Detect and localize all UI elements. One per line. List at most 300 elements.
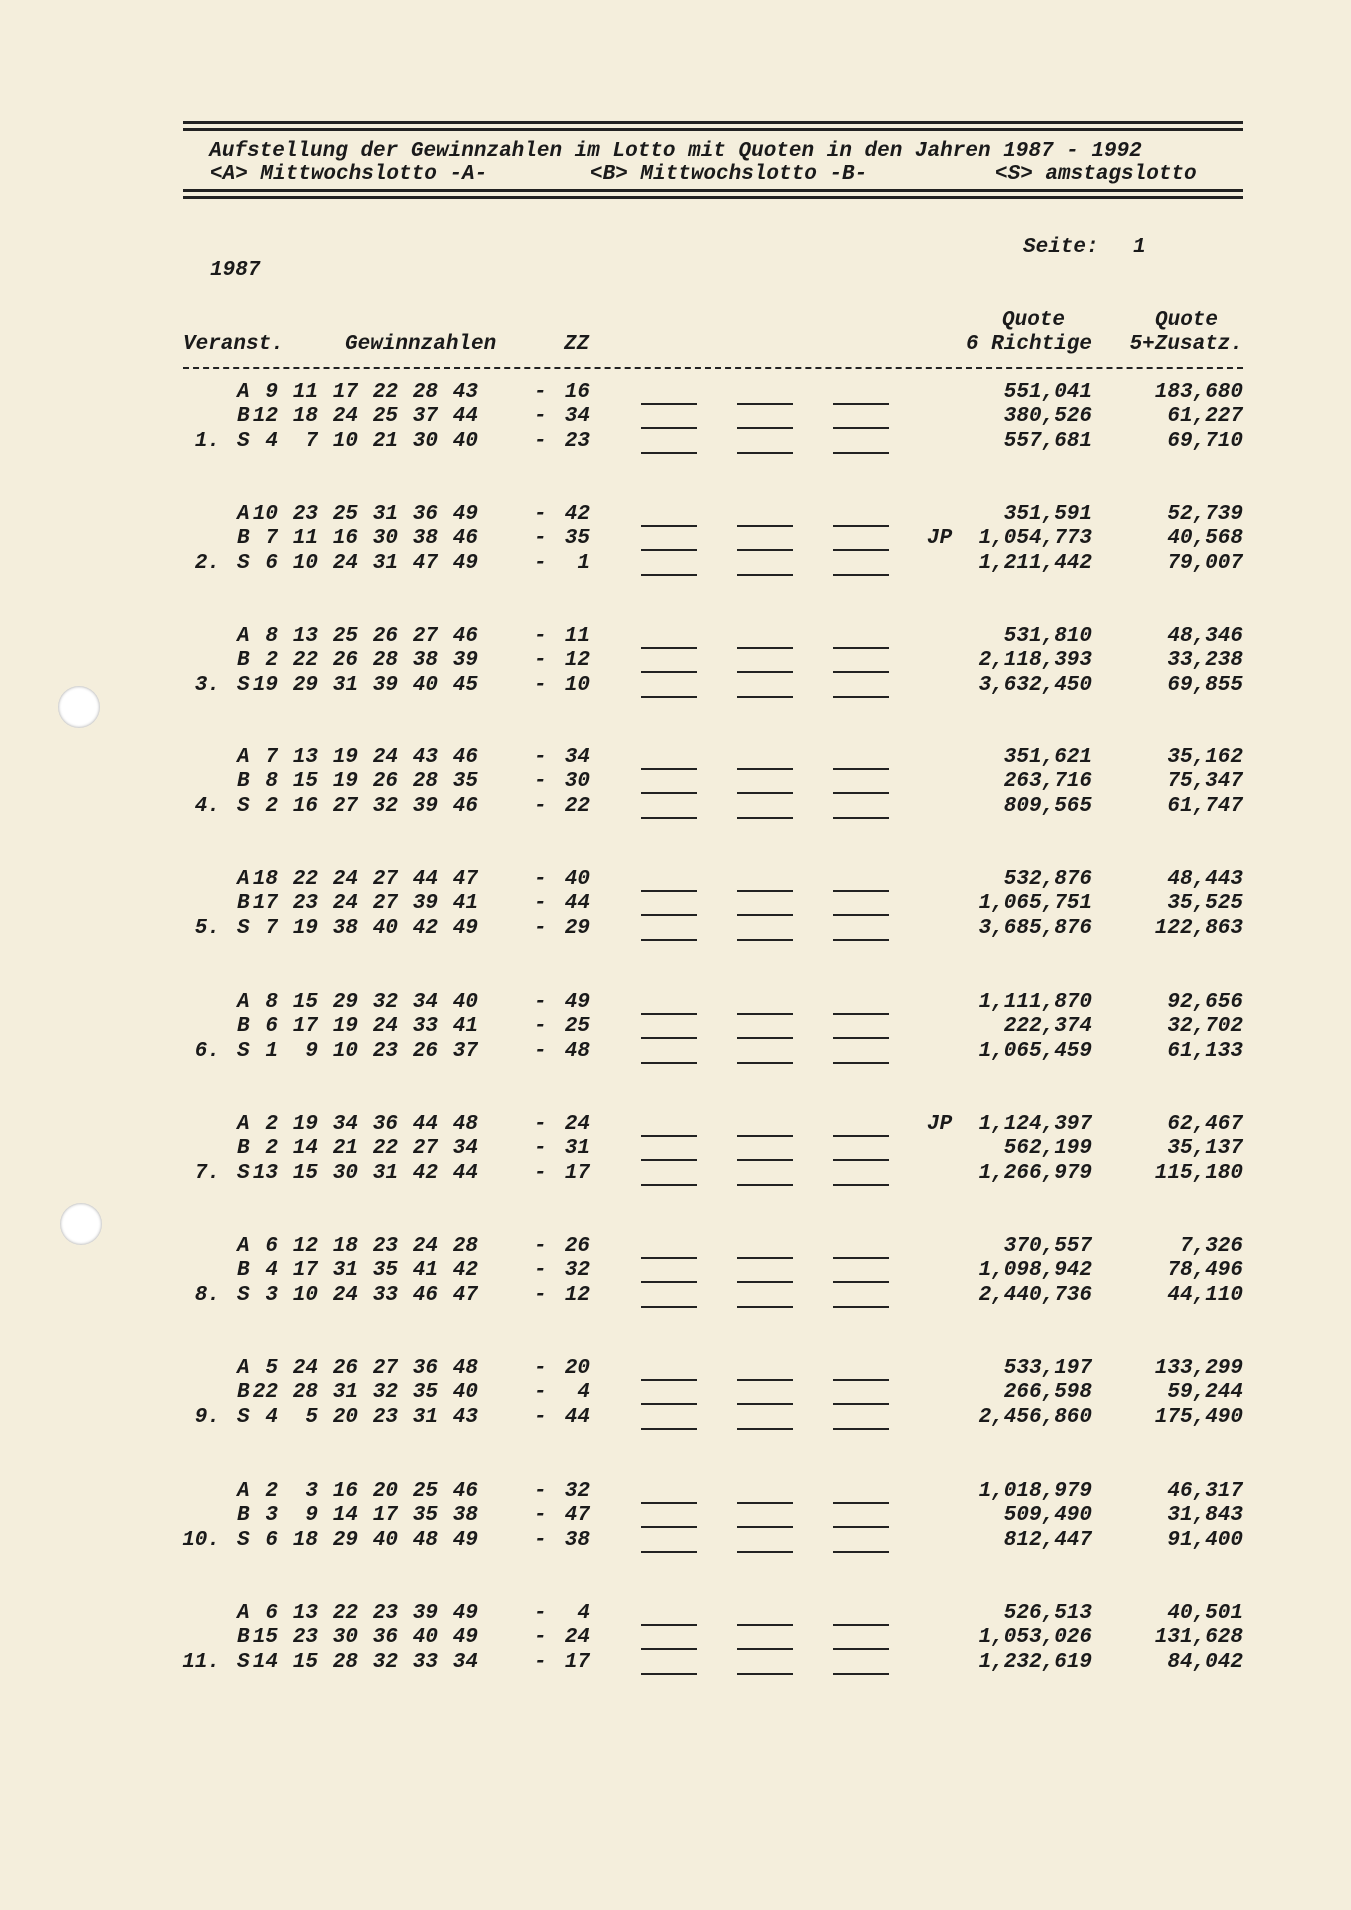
winning-number: 48 bbox=[412, 1528, 438, 1552]
winning-number: 13 bbox=[292, 625, 318, 648]
quote-6-richtige: 1,211,442 bbox=[978, 551, 1092, 575]
draw-type: A bbox=[237, 503, 250, 526]
winning-number: 30 bbox=[332, 1626, 358, 1650]
winning-number: 12 bbox=[252, 405, 278, 429]
entry-line bbox=[641, 768, 697, 770]
entry-line bbox=[737, 1257, 793, 1259]
entry-line bbox=[641, 914, 697, 916]
draw-type: S bbox=[237, 429, 250, 453]
winning-number: 17 bbox=[372, 1504, 398, 1528]
winning-number: 26 bbox=[372, 770, 398, 794]
winning-number: 32 bbox=[372, 991, 398, 1014]
winning-number: 8 bbox=[265, 770, 278, 794]
entry-line bbox=[641, 1648, 697, 1650]
quote-5-zusatz: 61,747 bbox=[1167, 794, 1243, 818]
winning-number: 3 bbox=[305, 1480, 318, 1503]
entry-line bbox=[641, 403, 697, 405]
entry-line bbox=[737, 1648, 793, 1650]
entry-line bbox=[833, 890, 889, 892]
zz-dash: - bbox=[534, 1235, 547, 1258]
entry-line bbox=[641, 1624, 697, 1626]
winning-number: 38 bbox=[452, 1504, 478, 1528]
winning-number: 28 bbox=[412, 770, 438, 794]
zz-dash: - bbox=[534, 1504, 547, 1528]
zz-dash: - bbox=[534, 794, 547, 818]
entry-line bbox=[641, 549, 697, 551]
quote-5-zusatz: 44,110 bbox=[1167, 1283, 1243, 1307]
entry-line bbox=[737, 939, 793, 941]
winning-number: 43 bbox=[412, 746, 438, 769]
zusatzzahl: 32 bbox=[564, 1259, 590, 1283]
draw-type: B bbox=[237, 527, 250, 551]
winning-number: 17 bbox=[292, 1015, 318, 1039]
entry-line bbox=[737, 1135, 793, 1137]
draw-type: S bbox=[237, 1405, 250, 1429]
winning-number: 46 bbox=[452, 746, 478, 769]
zusatzzahl: 44 bbox=[564, 892, 590, 916]
quote-6-richtige: 1,054,773 bbox=[978, 527, 1092, 551]
winning-number: 40 bbox=[412, 1626, 438, 1650]
draw-type: A bbox=[237, 1602, 250, 1625]
winning-number: 26 bbox=[332, 1357, 358, 1380]
winning-number: 4 bbox=[265, 1405, 278, 1429]
entry-line bbox=[833, 549, 889, 551]
entry-line bbox=[737, 549, 793, 551]
winning-number: 49 bbox=[452, 503, 478, 526]
winning-number: 6 bbox=[265, 1015, 278, 1039]
quote-5-zusatz: 61,133 bbox=[1167, 1039, 1243, 1063]
winning-number: 40 bbox=[452, 429, 478, 453]
entry-line bbox=[833, 1159, 889, 1161]
winning-number: 1 bbox=[265, 1039, 278, 1063]
entry-line bbox=[737, 1159, 793, 1161]
winning-number: 7 bbox=[305, 429, 318, 453]
zz-dash: - bbox=[534, 868, 547, 891]
entry-line bbox=[833, 939, 889, 941]
winning-number: 35 bbox=[412, 1504, 438, 1528]
winning-number: 11 bbox=[292, 527, 318, 551]
quote-6-richtige: 266,598 bbox=[1003, 1381, 1092, 1405]
winning-number: 39 bbox=[412, 892, 438, 916]
winning-number: 23 bbox=[372, 1405, 398, 1429]
winning-number: 19 bbox=[332, 1015, 358, 1039]
winning-number: 34 bbox=[452, 1650, 478, 1674]
quote-6-richtige: 557,681 bbox=[1003, 429, 1092, 453]
quote-6-richtige: 1,065,751 bbox=[978, 892, 1092, 916]
winning-number: 8 bbox=[265, 991, 278, 1014]
entry-line bbox=[737, 1306, 793, 1308]
draw-type: A bbox=[237, 868, 250, 891]
winning-number: 22 bbox=[372, 1137, 398, 1161]
zz-dash: - bbox=[534, 381, 547, 404]
zusatzzahl: 49 bbox=[564, 991, 590, 1014]
entry-line bbox=[737, 1403, 793, 1405]
entry-line bbox=[833, 768, 889, 770]
quote-6-richtige: 1,053,026 bbox=[978, 1626, 1092, 1650]
entry-line bbox=[737, 403, 793, 405]
winning-number: 36 bbox=[372, 1113, 398, 1136]
winning-number: 24 bbox=[412, 1235, 438, 1258]
winning-number: 15 bbox=[292, 1650, 318, 1674]
zusatzzahl: 12 bbox=[564, 649, 590, 673]
winning-number: 9 bbox=[305, 1039, 318, 1063]
entry-line bbox=[833, 671, 889, 673]
winning-number: 14 bbox=[332, 1504, 358, 1528]
quote-6-richtige: 2,118,393 bbox=[978, 649, 1092, 673]
winning-number: 5 bbox=[305, 1405, 318, 1429]
winning-number: 40 bbox=[372, 916, 398, 940]
quote-6-richtige: 526,513 bbox=[1003, 1602, 1092, 1625]
winning-number: 21 bbox=[332, 1137, 358, 1161]
winning-number: 21 bbox=[372, 429, 398, 453]
winning-number: 13 bbox=[292, 1602, 318, 1625]
draw-type: S bbox=[237, 1650, 250, 1674]
winning-number: 23 bbox=[292, 892, 318, 916]
entry-line bbox=[833, 1428, 889, 1430]
winning-number: 25 bbox=[332, 503, 358, 526]
winning-number: 39 bbox=[372, 673, 398, 697]
entry-line bbox=[737, 647, 793, 649]
winning-number: 28 bbox=[292, 1381, 318, 1405]
winning-number: 14 bbox=[252, 1650, 278, 1674]
draw-type: A bbox=[237, 746, 250, 769]
zusatzzahl: 48 bbox=[564, 1039, 590, 1063]
entry-line bbox=[833, 574, 889, 576]
zz-dash: - bbox=[534, 1480, 547, 1503]
winning-number: 39 bbox=[412, 794, 438, 818]
winning-number: 10 bbox=[252, 503, 278, 526]
winning-number: 19 bbox=[332, 770, 358, 794]
winning-number: 37 bbox=[412, 405, 438, 429]
winning-number: 36 bbox=[412, 503, 438, 526]
draw-type: S bbox=[237, 1283, 250, 1307]
entry-line bbox=[737, 914, 793, 916]
winning-number: 30 bbox=[412, 429, 438, 453]
quote-5-zusatz: 131,628 bbox=[1154, 1626, 1243, 1650]
winning-number: 4 bbox=[265, 429, 278, 453]
zz-dash: - bbox=[534, 503, 547, 526]
entry-line bbox=[737, 671, 793, 673]
winning-number: 29 bbox=[332, 1528, 358, 1552]
entry-line bbox=[833, 525, 889, 527]
quote-6-richtige: 3,685,876 bbox=[978, 916, 1092, 940]
zusatzzahl: 16 bbox=[564, 381, 590, 404]
quote-6-richtige: 3,632,450 bbox=[978, 673, 1092, 697]
winning-number: 18 bbox=[252, 868, 278, 891]
legend-b: <B> Mittwochslotto -B- bbox=[590, 163, 868, 186]
entry-line bbox=[641, 939, 697, 941]
winning-number: 41 bbox=[452, 892, 478, 916]
zusatzzahl: 40 bbox=[564, 868, 590, 891]
entry-line bbox=[641, 890, 697, 892]
draw-type: B bbox=[237, 1504, 250, 1528]
quote-6-richtige: 1,124,397 bbox=[978, 1113, 1092, 1136]
winning-number: 34 bbox=[412, 991, 438, 1014]
col-quote6-line2: 6 Richtige bbox=[965, 333, 1092, 356]
col-zz: ZZ bbox=[564, 333, 590, 356]
col-veranst: Veranst. bbox=[183, 333, 284, 356]
zz-dash: - bbox=[534, 527, 547, 551]
draw-index: 7. bbox=[194, 1161, 220, 1185]
winning-number: 19 bbox=[332, 746, 358, 769]
winning-number: 24 bbox=[372, 746, 398, 769]
winning-number: 49 bbox=[452, 1602, 478, 1625]
winning-number: 32 bbox=[372, 1650, 398, 1674]
winning-number: 23 bbox=[372, 1602, 398, 1625]
winning-number: 43 bbox=[452, 381, 478, 404]
winning-number: 42 bbox=[412, 916, 438, 940]
winning-number: 6 bbox=[265, 1235, 278, 1258]
draw-type: A bbox=[237, 1480, 250, 1503]
entry-line bbox=[641, 1551, 697, 1553]
col-quote6-line1: Quote bbox=[1001, 309, 1065, 332]
entry-line bbox=[833, 914, 889, 916]
quote-6-richtige: 812,447 bbox=[1003, 1528, 1092, 1552]
zz-dash: - bbox=[534, 770, 547, 794]
winning-number: 18 bbox=[292, 405, 318, 429]
entry-line bbox=[641, 647, 697, 649]
quote-5-zusatz: 62,467 bbox=[1167, 1113, 1243, 1136]
winning-number: 2 bbox=[265, 1113, 278, 1136]
zusatzzahl: 32 bbox=[564, 1480, 590, 1503]
zz-dash: - bbox=[534, 1357, 547, 1380]
winning-number: 39 bbox=[412, 1602, 438, 1625]
winning-number: 26 bbox=[332, 649, 358, 673]
winning-number: 31 bbox=[372, 1161, 398, 1185]
entry-line bbox=[737, 817, 793, 819]
entry-line bbox=[737, 1428, 793, 1430]
entry-line bbox=[641, 1159, 697, 1161]
winning-number: 22 bbox=[332, 1602, 358, 1625]
quote-6-richtige: 551,041 bbox=[1003, 381, 1092, 404]
quote-6-richtige: 531,810 bbox=[1003, 625, 1092, 648]
winning-number: 31 bbox=[372, 503, 398, 526]
quote-5-zusatz: 91,400 bbox=[1167, 1528, 1243, 1552]
winning-number: 27 bbox=[412, 625, 438, 648]
quote-6-richtige: 222,374 bbox=[1003, 1015, 1092, 1039]
quote-6-richtige: 2,456,860 bbox=[978, 1405, 1092, 1429]
entry-line bbox=[641, 817, 697, 819]
zz-dash: - bbox=[534, 625, 547, 648]
entry-line bbox=[833, 1037, 889, 1039]
winning-number: 10 bbox=[332, 429, 358, 453]
entry-line bbox=[833, 1551, 889, 1553]
draw-type: B bbox=[237, 649, 250, 673]
winning-number: 30 bbox=[372, 527, 398, 551]
entry-line bbox=[641, 1281, 697, 1283]
winning-number: 26 bbox=[372, 625, 398, 648]
entry-line bbox=[833, 1184, 889, 1186]
header-rule-top bbox=[183, 121, 1243, 131]
draw-type: S bbox=[237, 1039, 250, 1063]
legend-a: <A> Mittwochslotto -A- bbox=[210, 163, 488, 186]
quote-6-richtige: 351,621 bbox=[1003, 746, 1092, 769]
winning-number: 44 bbox=[452, 1161, 478, 1185]
draw-index: 6. bbox=[194, 1039, 220, 1063]
winning-number: 35 bbox=[412, 1381, 438, 1405]
winning-number: 23 bbox=[292, 503, 318, 526]
entry-line bbox=[833, 1281, 889, 1283]
entry-line bbox=[641, 525, 697, 527]
zz-dash: - bbox=[534, 746, 547, 769]
winning-number: 31 bbox=[332, 1259, 358, 1283]
entry-line bbox=[737, 1062, 793, 1064]
winning-number: 32 bbox=[372, 794, 398, 818]
entry-line bbox=[641, 1135, 697, 1137]
draw-index: 2. bbox=[194, 551, 220, 575]
entry-line bbox=[833, 1257, 889, 1259]
winning-number: 38 bbox=[412, 527, 438, 551]
winning-number: 18 bbox=[292, 1528, 318, 1552]
zusatzzahl: 26 bbox=[564, 1235, 590, 1258]
winning-number: 38 bbox=[332, 916, 358, 940]
winning-number: 47 bbox=[452, 1283, 478, 1307]
jackpot-marker: JP bbox=[927, 1113, 953, 1136]
winning-number: 16 bbox=[332, 527, 358, 551]
quote-5-zusatz: 31,843 bbox=[1167, 1504, 1243, 1528]
winning-number: 24 bbox=[332, 1283, 358, 1307]
entry-line bbox=[833, 1062, 889, 1064]
winning-number: 13 bbox=[252, 1161, 278, 1185]
winning-number: 28 bbox=[412, 381, 438, 404]
winning-number: 23 bbox=[372, 1039, 398, 1063]
winning-number: 9 bbox=[305, 1504, 318, 1528]
entry-line bbox=[737, 525, 793, 527]
winning-number: 36 bbox=[372, 1626, 398, 1650]
draw-type: S bbox=[237, 916, 250, 940]
quote-5-zusatz: 183,680 bbox=[1154, 381, 1243, 404]
winning-number: 27 bbox=[372, 868, 398, 891]
winning-number: 9 bbox=[265, 381, 278, 404]
entry-line bbox=[641, 1306, 697, 1308]
quote-5-zusatz: 35,162 bbox=[1167, 746, 1243, 769]
zz-dash: - bbox=[534, 1161, 547, 1185]
entry-line bbox=[737, 1624, 793, 1626]
entry-line bbox=[737, 1551, 793, 1553]
quote-5-zusatz: 78,496 bbox=[1167, 1259, 1243, 1283]
zz-dash: - bbox=[534, 1626, 547, 1650]
winning-number: 16 bbox=[292, 794, 318, 818]
winning-number: 35 bbox=[372, 1259, 398, 1283]
winning-number: 41 bbox=[412, 1259, 438, 1283]
zz-dash: - bbox=[534, 1283, 547, 1307]
winning-number: 47 bbox=[412, 551, 438, 575]
winning-number: 44 bbox=[412, 868, 438, 891]
winning-number: 40 bbox=[372, 1528, 398, 1552]
winning-number: 3 bbox=[265, 1283, 278, 1307]
quote-6-richtige: 351,591 bbox=[1003, 503, 1092, 526]
winning-number: 31 bbox=[332, 1381, 358, 1405]
draw-index: 9. bbox=[194, 1405, 220, 1429]
draw-type: S bbox=[237, 673, 250, 697]
zz-dash: - bbox=[534, 551, 547, 575]
entry-line bbox=[833, 427, 889, 429]
quote-5-zusatz: 48,443 bbox=[1167, 868, 1243, 891]
entry-line bbox=[833, 1379, 889, 1381]
winning-number: 22 bbox=[372, 381, 398, 404]
winning-number: 42 bbox=[452, 1259, 478, 1283]
winning-number: 27 bbox=[412, 1137, 438, 1161]
zusatzzahl: 30 bbox=[564, 770, 590, 794]
quote-6-richtige: 509,490 bbox=[1003, 1504, 1092, 1528]
quote-6-richtige: 533,197 bbox=[1003, 1357, 1092, 1380]
entry-line bbox=[641, 792, 697, 794]
winning-number: 33 bbox=[372, 1283, 398, 1307]
draw-type: B bbox=[237, 1015, 250, 1039]
entry-line bbox=[833, 792, 889, 794]
entry-line bbox=[737, 1526, 793, 1528]
zusatzzahl: 34 bbox=[564, 405, 590, 429]
draw-type: S bbox=[237, 1161, 250, 1185]
entry-line bbox=[641, 1257, 697, 1259]
winning-number: 19 bbox=[292, 1113, 318, 1136]
winning-number: 3 bbox=[265, 1504, 278, 1528]
winning-number: 6 bbox=[265, 1528, 278, 1552]
winning-number: 15 bbox=[292, 1161, 318, 1185]
entry-line bbox=[737, 1281, 793, 1283]
winning-number: 44 bbox=[452, 405, 478, 429]
quote-5-zusatz: 46,317 bbox=[1167, 1480, 1243, 1503]
quote-5-zusatz: 69,855 bbox=[1167, 673, 1243, 697]
quote-5-zusatz: 52,739 bbox=[1167, 503, 1243, 526]
winning-number: 40 bbox=[452, 991, 478, 1014]
winning-number: 7 bbox=[265, 527, 278, 551]
winning-number: 44 bbox=[412, 1113, 438, 1136]
zz-dash: - bbox=[534, 1602, 547, 1625]
quote-5-zusatz: 40,568 bbox=[1167, 527, 1243, 551]
entry-line bbox=[833, 1624, 889, 1626]
winning-number: 10 bbox=[332, 1039, 358, 1063]
winning-number: 7 bbox=[265, 916, 278, 940]
winning-number: 2 bbox=[265, 1137, 278, 1161]
winning-number: 39 bbox=[452, 649, 478, 673]
zusatzzahl: 34 bbox=[564, 746, 590, 769]
winning-number: 46 bbox=[452, 794, 478, 818]
draw-index: 5. bbox=[194, 916, 220, 940]
entry-line bbox=[833, 647, 889, 649]
winning-number: 24 bbox=[332, 405, 358, 429]
winning-number: 24 bbox=[332, 868, 358, 891]
quote-5-zusatz: 133,299 bbox=[1154, 1357, 1243, 1380]
entry-line bbox=[641, 427, 697, 429]
winning-number: 15 bbox=[292, 770, 318, 794]
winning-number: 12 bbox=[292, 1235, 318, 1258]
winning-number: 24 bbox=[292, 1357, 318, 1380]
quote-5-zusatz: 69,710 bbox=[1167, 429, 1243, 453]
zusatzzahl: 1 bbox=[577, 551, 590, 575]
winning-number: 22 bbox=[292, 649, 318, 673]
entry-line bbox=[737, 1379, 793, 1381]
winning-number: 25 bbox=[412, 1480, 438, 1503]
winning-number: 36 bbox=[412, 1357, 438, 1380]
quote-6-richtige: 1,111,870 bbox=[978, 991, 1092, 1014]
winning-number: 17 bbox=[252, 892, 278, 916]
quote-5-zusatz: 59,244 bbox=[1167, 1381, 1243, 1405]
entry-line bbox=[737, 696, 793, 698]
page-label: Seite: bbox=[1023, 236, 1099, 259]
draw-type: B bbox=[237, 405, 250, 429]
col-gewinnzahlen: Gewinnzahlen bbox=[345, 333, 497, 356]
entry-line bbox=[641, 1184, 697, 1186]
winning-number: 49 bbox=[452, 916, 478, 940]
winning-number: 48 bbox=[452, 1357, 478, 1380]
quote-5-zusatz: 35,525 bbox=[1167, 892, 1243, 916]
draw-type: A bbox=[237, 381, 250, 404]
winning-number: 33 bbox=[412, 1650, 438, 1674]
punch-hole-top bbox=[58, 686, 100, 728]
winning-number: 37 bbox=[452, 1039, 478, 1063]
winning-number: 27 bbox=[332, 794, 358, 818]
